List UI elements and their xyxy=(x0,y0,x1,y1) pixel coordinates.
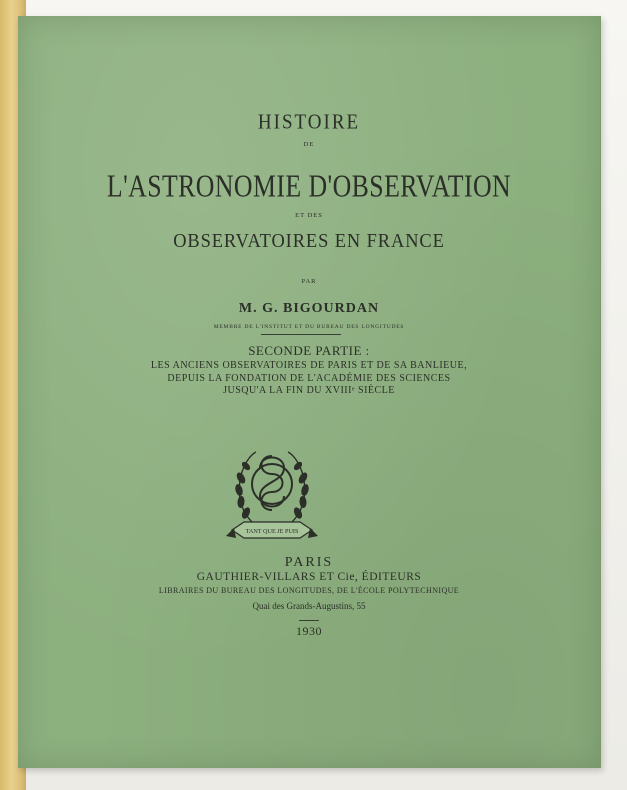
part-title: SECONDE PARTIE : xyxy=(248,343,370,358)
emblem-ribbon-text: TANT QUE JE PUIS xyxy=(245,528,299,535)
part-line: DEPUIS LA FONDATION DE L'ACADÉMIE DES SCIENCES xyxy=(167,372,451,384)
part-description xyxy=(18,360,600,398)
publisher-address: Quai des Grands-Augustins, 55 xyxy=(252,601,366,611)
title-histoire: HISTOIRE xyxy=(257,110,361,134)
part-line: JUSQU'A LA FIN DU XVIIIᵉ SIÈCLE xyxy=(223,385,395,396)
city: PARIS xyxy=(284,555,334,570)
publisher-emblem-icon xyxy=(222,434,322,546)
publisher: GAUTHIER-VILLARS ET Cie, ÉDITEURS xyxy=(196,571,422,583)
word-et-des: ET DES xyxy=(295,212,323,219)
word-par: PAR xyxy=(301,278,317,285)
publisher-note: LIBRAIRES DU BUREAU DES LONGITUDES, DE L'ÉCOLE POLYTECHNIQUE xyxy=(158,586,460,595)
short-rule xyxy=(299,620,319,621)
part-line: LES ANCIENS OBSERVATOIRES DE PARIS ET DE SA BANLIEUE, xyxy=(150,360,468,371)
title-second: OBSERVATOIRES EN FRANCE xyxy=(173,230,445,252)
divider-rule xyxy=(261,334,341,335)
publication-year: 1930 xyxy=(296,624,322,638)
word-de: DE xyxy=(303,141,315,148)
title-main: L'ASTRONOMIE D'OBSERVATION xyxy=(106,169,512,204)
book-cover xyxy=(18,16,601,768)
author-role: MEMBRE DE L'INSTITUT ET DU BUREAU DES LONGITUDES xyxy=(213,324,405,330)
author-name: M. G. BIGOURDAN xyxy=(238,301,380,316)
